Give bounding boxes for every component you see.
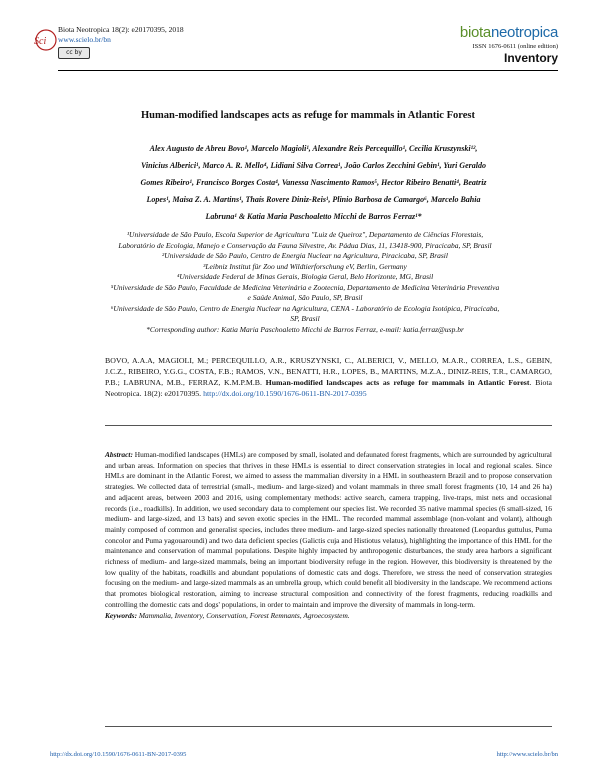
abstract	[105, 450, 552, 621]
section-label: Inventory	[503, 51, 558, 65]
author-line: Gomes Ribeiro¹, Francisco Borges Costa⁴, Vanessa Nascimento Ramos⁵, Hector Ribeiro Benatti⁴, Beatriz	[140, 178, 487, 187]
author-line: Alex Augusto de Abreu Bovo¹, Marcelo Magioli¹, Alexandre Reis Percequillo¹, Cecilia Kruszynski¹²,	[149, 144, 478, 153]
citation-title: Human-modified landscapes acts as refuge for mammals in Atlantic Forest	[265, 378, 530, 387]
affiliation: ³Leibniz Institut für Zoo und Wildtierforschung eV, Berlin, Germany	[203, 261, 407, 271]
affiliation: ²Universidade de São Paulo, Centro de Energia Nuclear na Agricultura, Piracicaba, SP, Brasil	[162, 251, 448, 260]
author-line: Lopes¹, Maisa Z. A. Martins¹, Thaís Rovere Diniz-Reis¹, Plinio Barbosa de Camargo⁶, Marcelo Bahia	[146, 195, 481, 204]
brand-logo: biotaneotropica	[459, 24, 558, 41]
citation	[105, 355, 552, 399]
affiliation: ⁵Universidade de São Paulo, Faculdade de Medicina Veterinária e Zootecnia, Departamento de Medicina Veterinária Preventiva e Saúde Animal, São Paulo, SP, Brasil	[110, 282, 500, 302]
header-divider	[58, 70, 558, 71]
author-line: Labruna¹ & Katia Maria Paschoaletto Micchi de Barros Ferraz¹*	[205, 212, 422, 221]
journal-url-link[interactable]: www.scielo.br/bn	[58, 35, 111, 44]
keywords-label: Keywords:	[105, 610, 138, 620]
citation-authors: BOVO, A.A.A, MAGIOLI, M.; PERCEQUILLO, A.R., KRUSZYNSKI, C., ALBERICI, V., MELLO, M.A.R., CORREA, L.S., GEBIN, J.C.Z., RIBEIRO, Y.G.G., COSTA, F.B.; RAMOS, V.N., BENATTI, H.R., LOPES, B., MARTINS, M.Z.A., DINIZ-REIS, T.R., CAMARGO, P.B.; LABRUNA, M.B., FERRAZ, K.M.P.M.B.	[105, 356, 552, 387]
citation-doi-link[interactable]: http://dx.doi.org/10.1590/1676-0611-BN-2017-0395	[203, 389, 367, 398]
affiliations	[110, 230, 500, 335]
cc-license-badge[interactable]: cc by	[58, 47, 90, 59]
abstract-label: Abstract:	[105, 450, 133, 459]
affiliation: ¹Universidade de São Paulo, Escola Superior de Agricultura "Luiz de Queiroz", Departamento de Ciências Florestais, Laboratório de Ecologia, Manejo e Conservação da Fauna Silvestre, Av. Pádua Dias, 11, 13418-900, Piracicaba, SP, Brasil	[118, 230, 492, 250]
citation-source: . Biota Neotropica. 18(2): e20170395.	[105, 378, 552, 398]
journal-line: Biota Neotropica 18(2): e20170395, 2018	[58, 25, 184, 34]
abstract-text: Human-modified landscapes (HMLs) are composed by small, isolated and defaunated forest fragments, which are surrounded by agricultural and urban areas. Information on species that thrives in these HMLs is essential to direct conservation strategies in local and regional scales. Since HMLs are dominant in the Atlantic Forest, we aimed to assess the mammalian diversity in a HML in southeastern Brazil and to propose conservation strategies. We collected data of terrestrial (small-, medium- and large-sized) and volant mammals in three small forest fragments (10, 14 and 26 ha) and adjacent areas, between 2003 and 2016, using complementary methods: active search, camera trapping, live-traps, mist nets and occasional records (i.e., roadkills). In addition, we used secondary data to complement our species list. We recorded 35 native mammal species (6 small-sized, 16 medium- and large-sized, and 13 bats) and seven exotic species in the HML. The recorded mammal assemblage (non-volant and volant), although mainly composed of common and generalist species, includes three medium- and large-sized species nationally threatened (Leopardus guttulus, Puma concolor and Puma yagouaroundi) and two data deficient species (Galictis cuja and Histiotus velatus), highlighting the importance of this HML for the maintenance and conservation of mammal populations. Despite highly impacted by anthropogenic disturbances, the study area harbors a significant richness of medium- and large-sized mammals, being an important biodiversity refuge in the region. However, this biodiversity is threatened by the low quality of the habitats, roadkills and abundant populations of domestic cats and dogs. Therefore, we stress the need of conservation strategies focusing on the medium- and large-sized mammals as an umbrella group, which could benefit all biodiversity in the landscape. We recommend actions that promotes biological restoration, aiming to increase structural composition and connectivity of the forest fragments, reducing roadkills and controlling the domestic cats and dogs' populations, in order to maintain and improve the diversity of mammals in long-term.	[105, 450, 552, 609]
article-title: Human-modified landscapes acts as refuge for mammals in Atlantic Forest	[141, 110, 475, 121]
author-list	[75, 140, 552, 225]
author-line: Vinicius Alberici¹, Marco A. R. Mello⁴, Lidiani Silva Correa¹, João Carlos Zecchini Gebin¹, Yuri Geraldo	[141, 161, 486, 170]
brand-block	[460, 24, 558, 65]
scielo-logo-icon	[32, 22, 58, 58]
affiliation: ⁶Universidade de São Paulo, Centro de Energia Nuclear na Agricultura, CENA - Laboratório de Ecologia Isotópica, Piracicaba, SP, Brasil	[110, 303, 500, 323]
affiliation: ⁴Universidade Federal de Minas Gerais, Biologia Geral, Belo Horizonte, MG, Brasil	[176, 272, 434, 281]
footer-site-link[interactable]: http://www.scielo.br/bn	[496, 751, 558, 758]
keywords-text: Mammalia, Inventory, Conservation, Forest Remnants, Agroecosystem.	[138, 610, 350, 620]
issn: ISSN 1676-0611 (online edition)	[472, 43, 558, 50]
corresponding-author: *Corresponding author: Katia Maria Paschoaletto Micchi de Barros Ferraz, e-mail: katia.ferraz@usp.br	[146, 324, 464, 334]
journal-header	[58, 25, 184, 59]
svg-text:Sci: Sci	[34, 36, 47, 47]
footer-doi-link[interactable]: http://dx.doi.org/10.1590/1676-0611-BN-2017-0395	[50, 751, 187, 758]
